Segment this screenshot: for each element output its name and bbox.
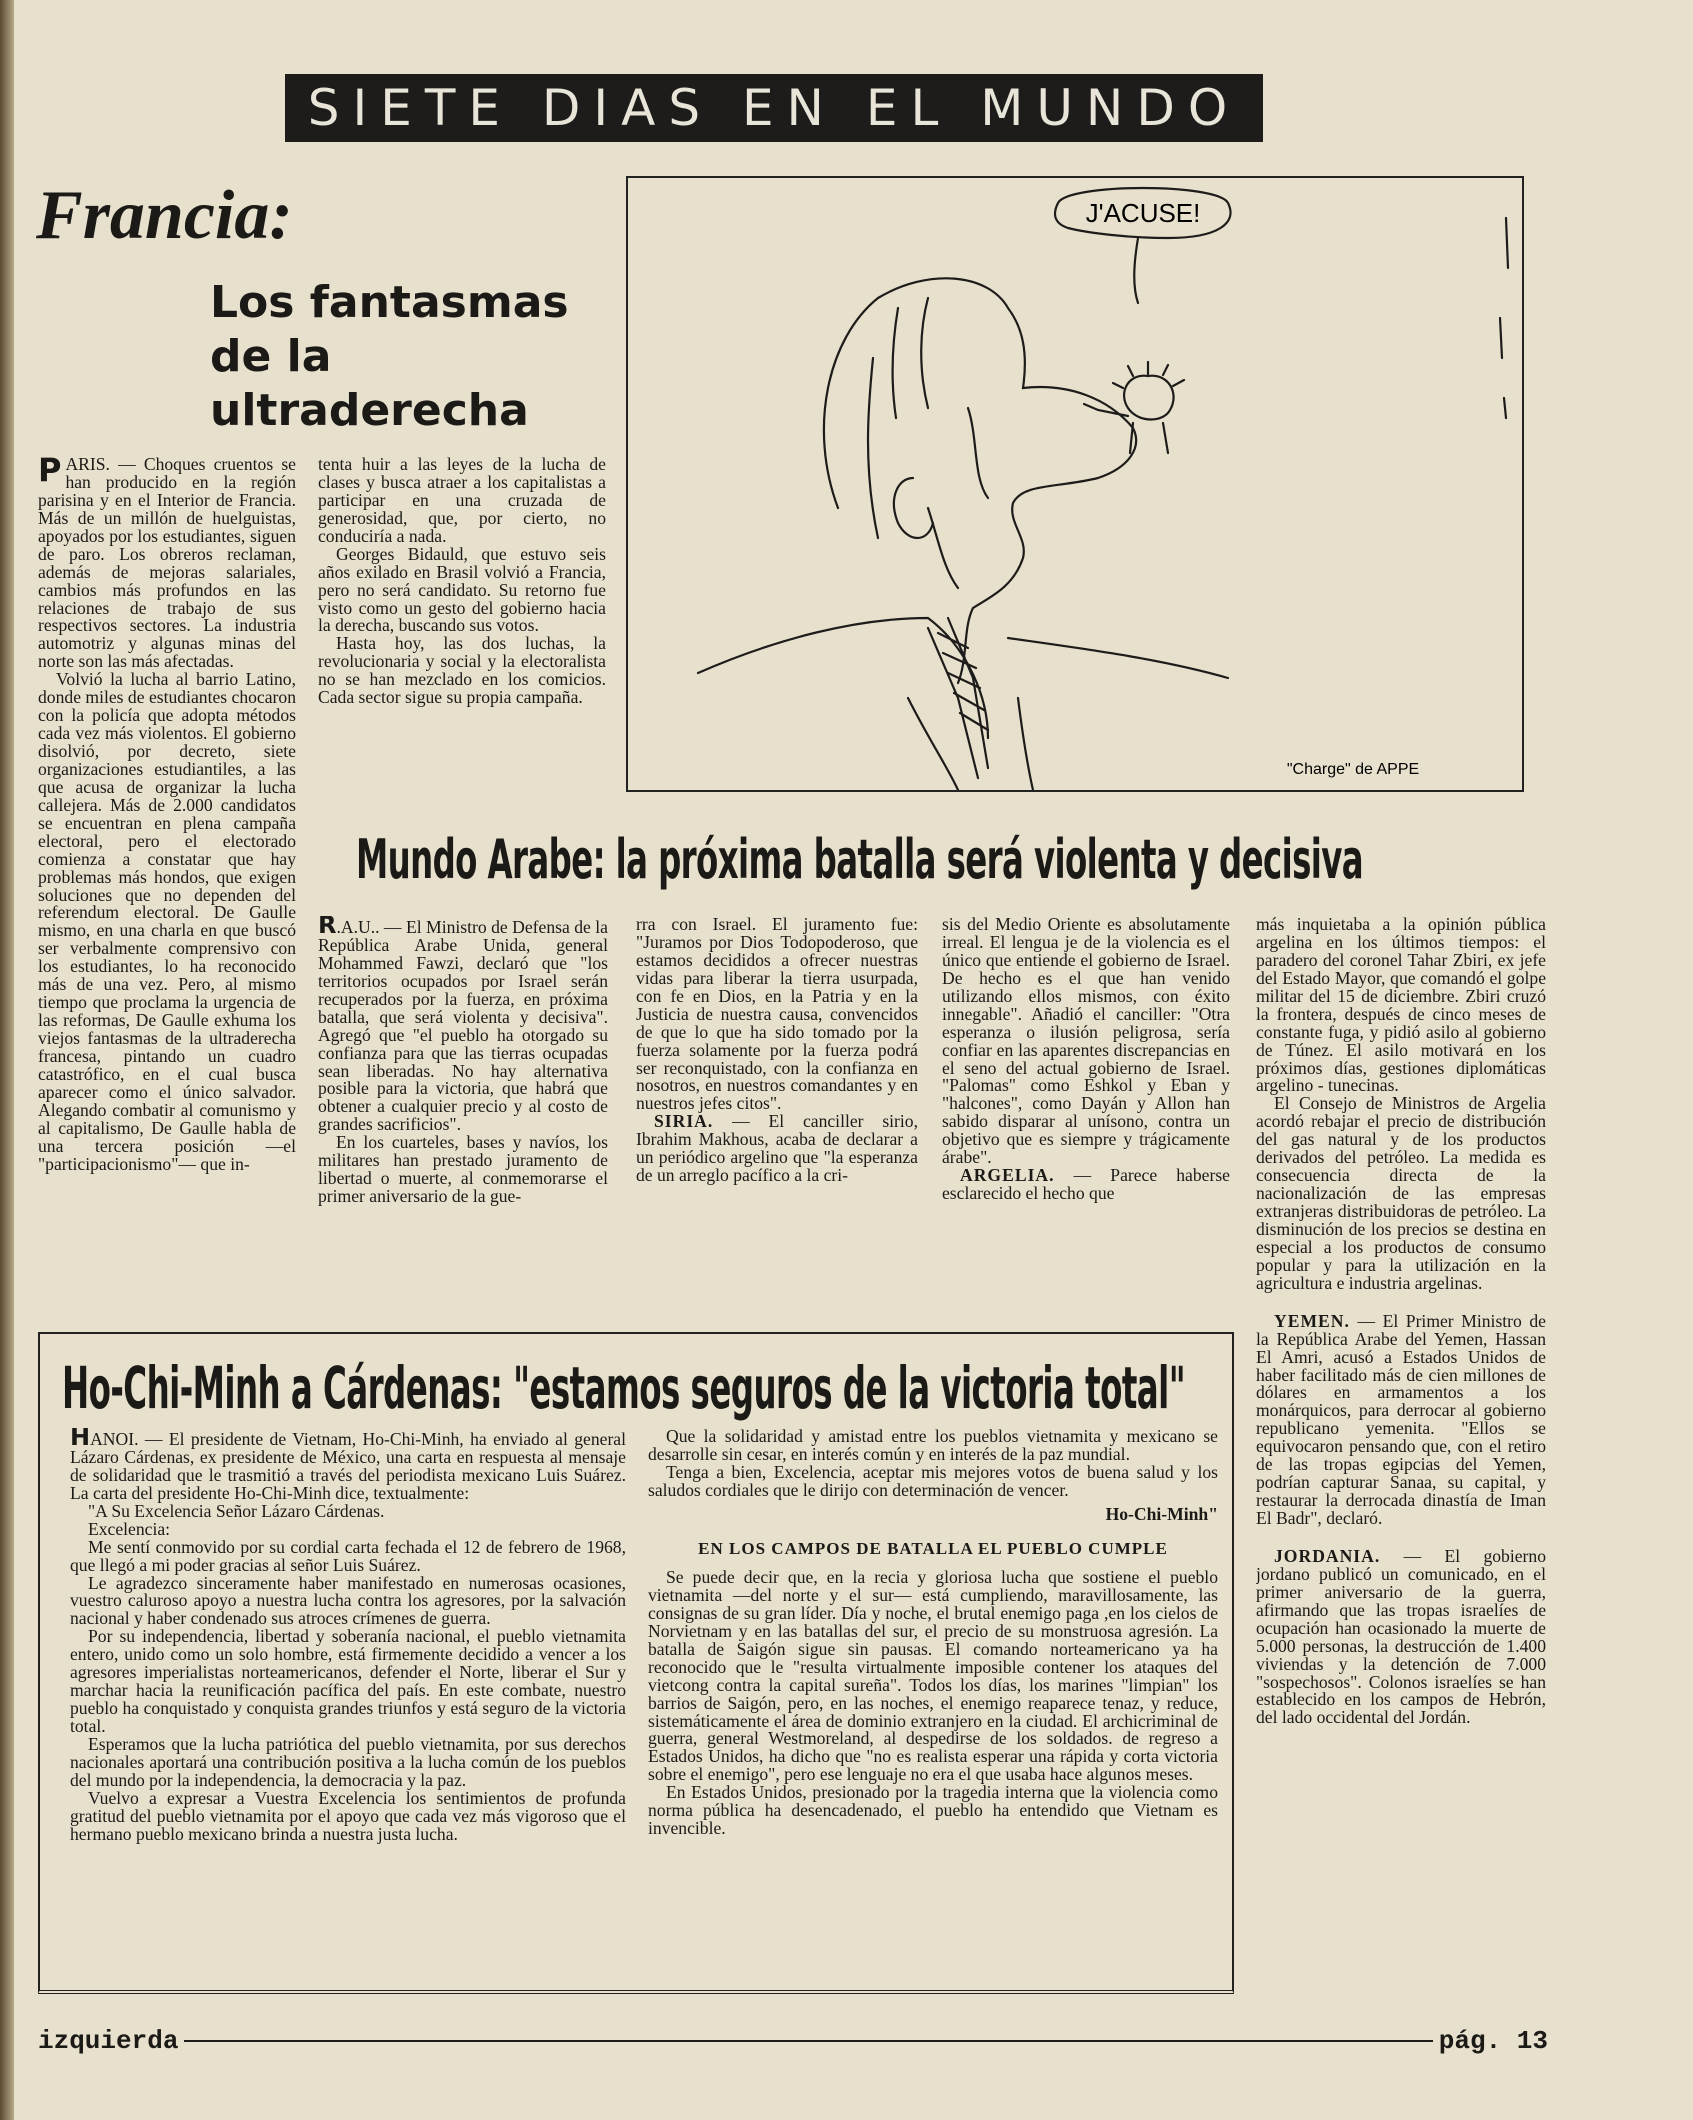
francia-headline bbox=[210, 276, 569, 438]
footer bbox=[38, 2024, 1548, 2058]
arabe-body-8: El Consejo de Ministros de Argelia acordó rebajar el precio de distribución del gas natural y de los productos derivados del petróleo. La medida es consecuencia directa de la nacionalización de las empresas extranjeras distribuidoras de petróleo. La disminución de los precios se destina en especial a los productos de consumo popular y para la utilización en la agricultura e industria argelinas. bbox=[1256, 1093, 1546, 1293]
arabe-body-10: — El gobierno jordano publicó un comunicado, en el primer aniversario de la guerra, afirmando que las tropas israelíes de ocupación han ocasionado la muerte de 5.000 personas, la destrucción de 1.400 viviendas y la detención de 7.000 "sospechosos". Colonos israelíes se han establecido en los campos de Hebrón, del lado occidental del Jordán. bbox=[1256, 1545, 1546, 1728]
vietnam-body-11: Se puede decir que, en la recia y gloriosa lucha que sostiene el pueblo vietnamita —del norte y el sur— está cumpliendo, maravillosamente, las consignas de su gran líder. Día y noche, el brutal enemigo paga ,en los cielos de Norvietnam y en las batallas del sur, el precio de su monstruosa agresión. La batalla de Saigón sigue sin pausas. El comando norteamericano ya ha reconocido que le "resulta virtualmente imposible contener los ataques del vietcong contra la capital sureña". Todos los días, los marines "limpian" los barrios de Saigón, pero, en las noches, el enemigo reaparece tenaz, y reduce, sistemáticamente el área de dominio extranjero en la ciudad. El archicriminal de guerra, general Westmoreland, al despedirse de los soldados. de regreso a Estados Unidos, ha dicho que "no es realista esperar una rápida y corta victoria sobre el enemigo", pero ese lenguaje no era el que usaba hace algunos meses. bbox=[648, 1567, 1218, 1785]
francia-headline-line1: Los fantasmas bbox=[210, 277, 569, 328]
vietnam-body-4: Me sentí conmovido por su cordial carta fechada el 12 de febrero de 1968, que llegó a mi poder gracias al señor Luis Suárez. bbox=[70, 1536, 626, 1575]
yemen-kicker: YEMEN. bbox=[1274, 1310, 1350, 1331]
arabe-body-1: .A.U.. — El Ministro de Defensa de la República Arabe Unida, general Mohammed Fawzi, declaró que "los territorios ocupados por Israel serán recuperados por la fuerza, en próxima batalla, que será violenta y decisiva". Agregó que "el pueblo ha otorgado su confianza para que las tierras ocupadas sean liberadas. No hay alternativa posible para la victoria, que habrá que obtener a cualquier precio y al costo de grandes sacrificios". bbox=[318, 917, 608, 1135]
banner-title: SIETE DIAS EN EL MUNDO bbox=[307, 79, 1241, 137]
section-banner bbox=[285, 74, 1263, 142]
footer-rule bbox=[184, 2040, 1432, 2042]
vietnam-headline-wrap bbox=[62, 1354, 1222, 1426]
vietnam-body-2: "A Su Excelencia Señor Lázaro Cárdenas. bbox=[88, 1500, 385, 1521]
cartoon-speech: J'ACUSE! bbox=[1085, 198, 1201, 228]
vietnam-column-right bbox=[648, 1428, 1218, 1980]
arabe-dropcap: R bbox=[318, 916, 337, 939]
vietnam-body-9: Que la solidaridad y amistad entre los pueblos vietnamita y mexicano se desarrolle sin cesar, en interés común y en interés de la paz mundial. bbox=[648, 1428, 1218, 1464]
jordania-kicker: JORDANIA. bbox=[1274, 1545, 1381, 1566]
francia-headline-line2: de la bbox=[210, 331, 332, 382]
arabe-body-4: — El canciller sirio, Ibrahim Makhous, acaba de declarar a un periódico argelino que "la esperanza de un arreglo pacífico a la cri- bbox=[636, 1111, 918, 1186]
vietnam-body-8: Vuelvo a expresar a Vuestra Excelencia los sentimientos de profunda gratitud del pueblo vietnamita por el apoyo que cada vez más vigoroso que el hermano pueblo mexicano brinda a nuestra justa lucha. bbox=[70, 1787, 626, 1844]
arabe-column-1 bbox=[318, 916, 608, 1308]
arabe-body-2: En los cuarteles, bases y navíos, los militares han prestado juramento de libertad o muerte, al conmemorarse el primer aniversario de la gue- bbox=[318, 1132, 608, 1207]
argelia-kicker: ARGELIA. bbox=[960, 1165, 1055, 1186]
cartoon-frame bbox=[626, 176, 1524, 792]
arabe-headline: Mundo Arabe: la próxima batalla será violenta y decisiva bbox=[356, 828, 1364, 891]
francia-column-1 bbox=[38, 456, 296, 1302]
arabe-body-3: rra con Israel. El juramento fue: "Juramos por Dios Todopoderoso, que estamos decididos a ofrecer nuestras vidas para liberar la tierra usurpada, con fe en Dios, en la Patria y en la Justicia de nuestra causa, convencidos de que lo que ha sido tomado por la fuerza solamente por la fuerza podrá ser reconquistado, con la confianza en nosotros, en nuestros comandantes y en nuestros jefes citos". bbox=[636, 916, 918, 1114]
vietnam-body-10: Tenga a bien, Excelencia, aceptar mis mejores votos de buena salud y los saludos cordiales que le dirijo con determinación de vencer. bbox=[648, 1461, 1218, 1500]
francia-kicker: Francia: bbox=[36, 177, 293, 254]
vietnam-body-1: ANOI. — El presidente de Vietnam, Ho-Chi-Minh, ha enviado al general Lázaro Cárdenas, ex presidente de México, una carta en respuesta al mensaje de solidaridad que le trasmitió a través del periodista mexicano Luis Suárez. La carta del presidente Ho-Chi-Minh dice, textualmente: bbox=[70, 1429, 626, 1503]
arabe-column-3 bbox=[942, 916, 1230, 1308]
vietnam-body-5: Le agradezco sinceramente haber manifestado en numerosas ocasiones, vuestro caluroso apoyo a nuestra lucha contra los agresores, por la salvación nacional y haber condenado sus atroces crímenes de guerra. bbox=[70, 1572, 626, 1629]
footer-magazine: izquierda bbox=[38, 2026, 179, 2056]
francia-headline-line3: ultraderecha bbox=[210, 385, 529, 436]
francia-column-2 bbox=[318, 456, 606, 796]
cartoon-credit: "Charge" de APPE bbox=[1286, 761, 1420, 778]
vietnam-signature: Ho-Chi-Minh" bbox=[1105, 1503, 1218, 1524]
arabe-body-7: más inquietaba a la opinión pública argelina en los últimos tiempos: el paradero del coronel Tahar Zbiri, ex jefe del Estado Mayor, que comandó el golpe militar del 15 de diciembre. Zbiri cruzó la frontera, después de cinco meses de constante fuga, y pidió asilo al gobierno de Túnez. El asilo motivará en los próximos días, gestiones diplomáticas argelino - tunecinas. bbox=[1256, 916, 1546, 1096]
francia-body-2: Volvió la lucha al barrio Latino, donde miles de estudiantes chocaron con la policía que adopta métodos cada vez más violentos. El gobierno disolvió, por decreto, siete organizaciones estudiantiles, a las que acusa de organizar la lucha callejera. Más de 2.000 candidatos se encuentran en plena campaña electoral, pero el electorado comienza a constatar que hay problemas más hondos, que exigen soluciones que no dependen del referendum electoral. De Gaulle mismo, en una charla en que buscó ser verbalmente comprensivo con los estudiantes, lo ha reconocido más de una vez. Pero, al mismo tiempo que proclama la urgencia de las reformas, De Gaulle exhuma los viejos fantasmas de la ultraderecha francesa, pintando un cuadro catastrófico, en el cual busca aparecer como el único salvador. Alegando combatir al comunismo y al capitalismo, De Gaulle habla de una tercera posición —el "participacionismo"— que in- bbox=[38, 669, 296, 1174]
francia-body-1: ARIS. — Choques cruentos se han producido en la región parisina y en el Interior de Francia. Más de un millón de huelguistas, apoyados por los estudiantes, siguen de paro. Los obreros reclaman, además de mejoras salariales, cambios más profundos en las relaciones de trabajo de sus respectivos sectores. La industria automotriz y algunas minas del norte son las más afectadas. bbox=[38, 456, 296, 672]
francia-body-5: Hasta hoy, las dos luchas, la revolucionaria y social y la electoralista no se han mezclado en los comicios. Cada sector sigue su propia campaña. bbox=[318, 633, 606, 708]
vietnam-headline: Ho-Chi-Minh a Cárdenas: "estamos seguros de la victoria total" bbox=[62, 1354, 1186, 1422]
siria-kicker: SIRIA. bbox=[654, 1111, 714, 1132]
francia-body-3: tenta huir a las leyes de la lucha de clases y busca atraer a los capitalistas a participar en una cruzada de generosidad, que, por cierto, no conduciría a nada. bbox=[318, 456, 606, 546]
vietnam-body-3: Excelencia: bbox=[88, 1518, 171, 1539]
vietnam-dropcap: H bbox=[70, 1428, 91, 1451]
cartoon-drawing bbox=[628, 178, 1522, 790]
vietnam-body-12: En Estados Unidos, presionado por la tragedia interna que la violencia como norma pública ha desencadenado, el pueblo ha entendido que Vietnam es invencible. bbox=[648, 1782, 1218, 1839]
arabe-body-5: sis del Medio Oriente es absolutamente irreal. El lengua je de la violencia es el único que entiende el gobierno de Israel. De hecho es el que han venido utilizando ellos mismos, con éxito innegable". Añadió el canciller: "Otra esperanza o ilusión peligrosa, sería confiar en las aparentes discrepancias en el seno del actual gobierno de Israel. "Palomas" como Eshkol y Eban y "halcones", como Dayán y Allon han sabido disparar al unísono, contra un objetivo que es siempre y trágicamente árabe". bbox=[942, 916, 1230, 1168]
vietnam-subhead: EN LOS CAMPOS DE BATALLA EL PUEBLO CUMPLE bbox=[698, 1538, 1168, 1558]
binding-edge bbox=[0, 0, 14, 2120]
vietnam-box bbox=[38, 1332, 1234, 1994]
arabe-body-9: — El Primer Ministro de la República Arabe del Yemen, Hassan El Amri, acusó a Estados Unidos de haber facilitado más de cien millones de dólares en armamentos a los monárquicos, para derrocar al gobierno republicano yemenita. "Ellos se equivocaron pensando que, con el retiro de las tropas egipcias del Yemen, podrían capturar Sanaa, su capital, y restaurar la derrocada dinastía de Iman El Badr", declaró. bbox=[1256, 1310, 1546, 1528]
arabe-column-2 bbox=[636, 916, 918, 1308]
vietnam-body-7: Esperamos que la lucha patriótica del pueblo vietnamita, por sus derechos nacionales aportará una contribución positiva a la lucha común de los pueblos del mundo por la independencia, la democracia y la paz. bbox=[70, 1733, 626, 1790]
vietnam-column-left bbox=[70, 1428, 626, 1980]
footer-page: pág. 13 bbox=[1438, 2026, 1548, 2056]
francia-body-4: Georges Bidauld, que estuvo seis años exilado en Brasil volvió a Francia, pero no será candidato. Su retorno fue visto como un gesto del gobierno hacia la derecha, buscando sus votos. bbox=[318, 543, 606, 636]
vietnam-body-6: Por su independencia, libertad y soberanía nacional, el pueblo vietnamita entero, unido como un solo hombre, está firmemente decidido a vencer a los agresores imperialistas norteamericanos, defender el Norte, liberar el Sur y marchar hacia la reunificación pacífica del país. En este combate, nuestro pueblo ha conquistado y conquista grandes triunfos y está seguro de la victoria total. bbox=[70, 1626, 626, 1736]
arabe-headline-wrap bbox=[356, 828, 1506, 892]
arabe-body-6: — Parece haberse esclarecido el hecho que bbox=[942, 1165, 1230, 1204]
francia-dropcap: P bbox=[38, 456, 62, 489]
arabe-column-4 bbox=[1256, 916, 1546, 1998]
